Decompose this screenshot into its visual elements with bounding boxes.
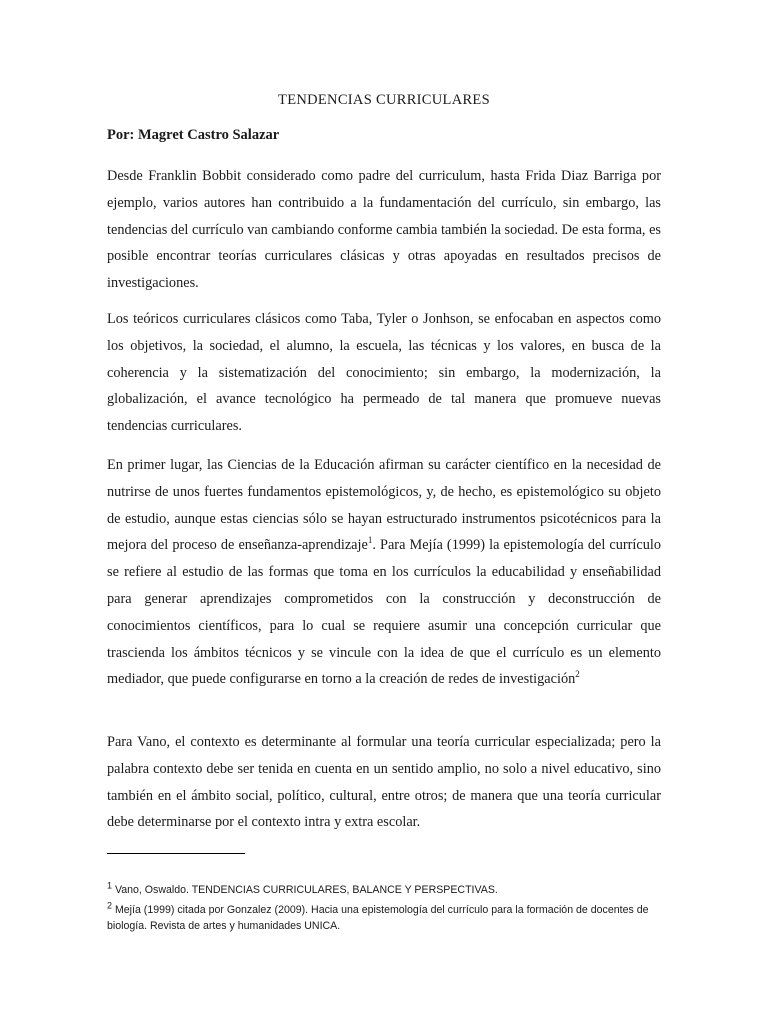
- paragraph-3-part-b: . Para Mejía (1999) la epistemología del currículo se refiere al estudio de las formas que toma en los currículos la educabilidad y enseñabilidad para generar aprendizajes comprometidos con la construcción y deconstrucción de conocimientos científicos, para lo cual se requiere asumir una concepción curricular que trascienda los ámbitos técnicos y se vincule con la idea de que el currículo es un elemento mediador, que puede configurarse en torno a la creación de redes de investigación: [107, 537, 661, 688]
- footnote-2-text: Mejía (1999) citada por Gonzalez (2009). Hacia una epistemología del currículo para la formación de docentes de biología. Revista de artes y humanidades UNICA.: [107, 904, 649, 932]
- footnote-1-mark: 1: [107, 880, 113, 891]
- footnote-2-mark: 2: [107, 900, 113, 911]
- paragraph-3-part-a: En primer lugar, las Ciencias de la Educación afirman su carácter científico en la necesidad de nutrirse de unos fuertes fundamentos epistemológicos, y, de hecho, es epistemológico su objeto de estudio, aunque estas ciencias sólo se hayan estructurado instrumentos psicotécnicos para la mejora del proceso de enseñanza-aprendizaje: [107, 457, 661, 554]
- footnote-separator: [107, 853, 245, 854]
- document-author: Por: Magret Castro Salazar: [107, 127, 280, 143]
- paragraph-2: Los teóricos curriculares clásicos como Taba, Tyler o Jonhson, se enfocaban en aspectos como los objetivos, la sociedad, el alumno, la escuela, las técnicas y los valores, en busca de la coherencia y la sistematización del conocimiento; sin embargo, la modernización, la globalización, el avance tecnológico ha permeado de tal manera que promueve nuevas tendencias curriculares.: [107, 311, 661, 435]
- paragraph-3: [107, 452, 661, 693]
- document-title: TENDENCIAS CURRICULARES: [278, 92, 490, 108]
- paragraph-1: Desde Franklin Bobbit considerado como padre del curriculum, hasta Frida Diaz Barriga por ejemplo, varios autores han contribuido a la fundamentación del currículo, sin embargo, las tendencias del currículo van cambiando conforme cambia también la sociedad. De esta forma, es posible encontrar teorías curriculares clásicas y otras apoyadas en resultados precisos de investigaciones.: [107, 168, 661, 292]
- footnote-ref-1: 1: [367, 535, 373, 546]
- footnote-2: [107, 900, 667, 934]
- footnote-ref-2: 2: [575, 669, 580, 680]
- footnote-1-text: Vano, Oswaldo. TENDENCIAS CURRICULARES, BALANCE Y PERSPECTIVAS.: [112, 884, 498, 896]
- paragraph-4: Para Vano, el contexto es determinante al formular una teoría curricular especializada; pero la palabra contexto debe ser tenida en cuenta en un sentido amplio, no solo a nivel educativo, sino también en el ámbito social, político, cultural, entre otros; de manera que una teoría curricular debe determinarse por el contexto intra y extra escolar.: [107, 734, 661, 831]
- footnote-1: [107, 880, 667, 899]
